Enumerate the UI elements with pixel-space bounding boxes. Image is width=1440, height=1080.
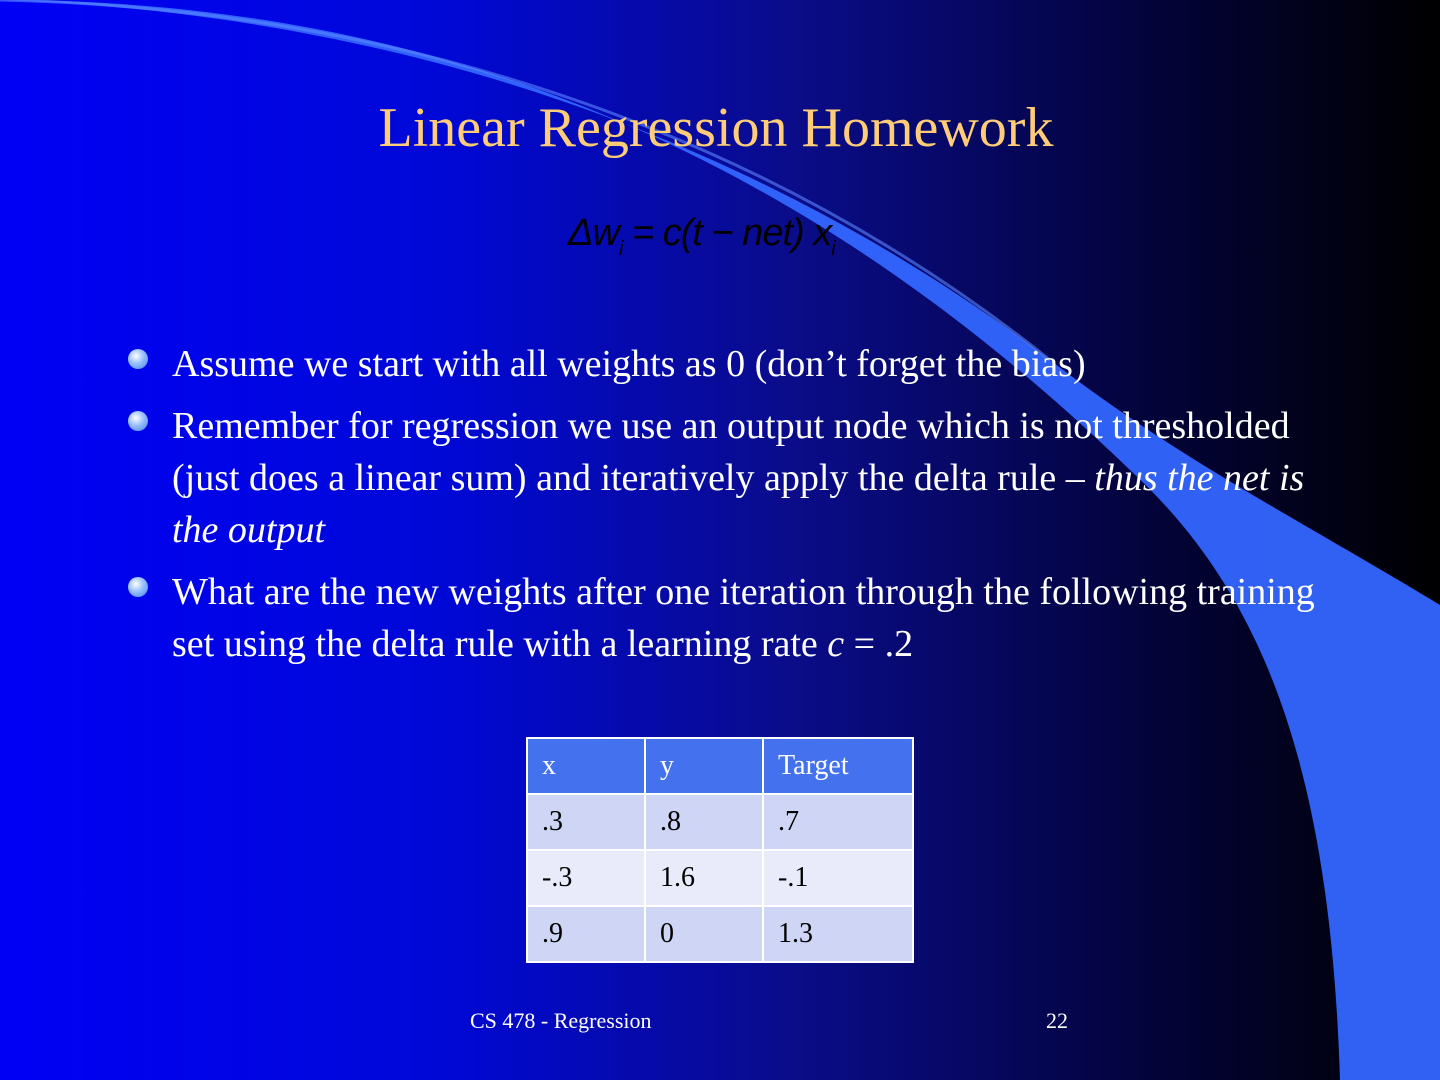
cell-target: -.1 <box>763 850 913 906</box>
cell-x: -.3 <box>527 850 645 906</box>
bullet-text: Assume we start with all weights as 0 (don’t forget the bias) <box>172 343 1086 385</box>
table-row <box>527 906 913 962</box>
bullet-item <box>126 400 1326 556</box>
formula-x-subscript: i <box>831 238 835 260</box>
table-header-row <box>527 738 913 794</box>
header-x: x <box>527 738 645 794</box>
delta-rule-formula <box>568 212 835 261</box>
table-row <box>527 794 913 850</box>
bullet-icon <box>128 577 148 597</box>
formula-delta: Δ <box>568 212 593 254</box>
cell-target: .7 <box>763 794 913 850</box>
bullet-text: Remember for regression we use an output node which is not thresholded (just does a linear sum) and iteratively apply the delta rule – <box>172 405 1290 499</box>
bullet-text: What are the new weights after one iteration through the following training set using the delta rule with a learning rate <box>172 571 1315 665</box>
table-row <box>527 850 913 906</box>
learning-rate-symbol: c <box>827 623 845 665</box>
bullet-tail: = .2 <box>844 623 914 665</box>
header-target: Target <box>763 738 913 794</box>
bullet-icon <box>128 411 148 431</box>
footer-course: CS 478 - Regression <box>470 1008 652 1033</box>
header-y: y <box>645 738 763 794</box>
bullet-icon <box>128 349 148 369</box>
footer-page-number: 22 <box>1046 1008 1068 1033</box>
bullet-emphasis: thus the net is the output <box>172 457 1305 551</box>
cell-x: .9 <box>527 906 645 962</box>
bullet-item <box>126 566 1326 670</box>
formula-w-subscript: i <box>618 238 623 260</box>
cell-y: 1.6 <box>645 850 763 906</box>
cell-y: 0 <box>645 906 763 962</box>
bullet-list <box>126 338 1326 680</box>
formula-body: = c(t − net) x <box>622 212 832 254</box>
cell-x: .3 <box>527 794 645 850</box>
training-set-table <box>526 737 914 963</box>
formula-w: w <box>592 212 619 254</box>
cell-target: 1.3 <box>763 906 913 962</box>
slide-title: Linear Regression Homework <box>378 97 1054 159</box>
bullet-item <box>126 338 1326 390</box>
cell-y: .8 <box>645 794 763 850</box>
